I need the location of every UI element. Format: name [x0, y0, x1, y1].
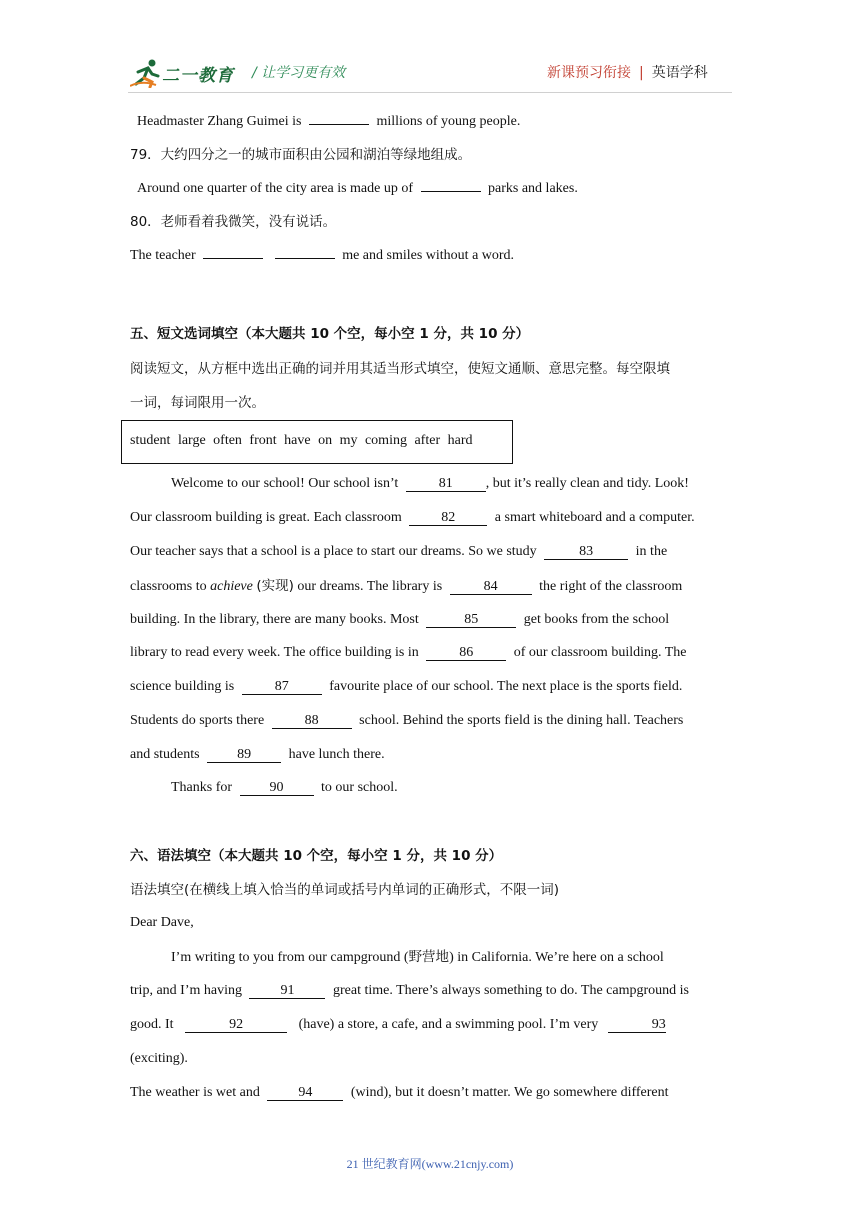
- letter-text: trip, and I’m having: [130, 983, 242, 998]
- letter-line-4: (exciting).: [130, 1051, 188, 1066]
- passage-text: school. Behind the sports field is the dining hall. Teachers: [359, 713, 684, 728]
- runner-icon: [130, 58, 162, 88]
- letter-greeting: Dear Dave,: [130, 915, 194, 930]
- header-separator: |: [639, 65, 644, 81]
- letter-text: good. It: [130, 1017, 174, 1032]
- passage-line-9: [130, 745, 385, 765]
- header-right: [547, 62, 708, 82]
- sentence-text: Headmaster Zhang Guimei is: [137, 114, 302, 129]
- letter-text: I’m writing to you from our campground (: [171, 950, 409, 965]
- passage-text: have lunch there.: [288, 747, 385, 762]
- passage-line-6: [130, 643, 687, 663]
- passage-text: of our classroom building. The: [513, 645, 687, 660]
- letter-text: (have) a store, a cafe, and a swimming pool. I’m very: [298, 1017, 599, 1032]
- letter-text: The weather is wet and: [130, 1085, 260, 1100]
- logo-text: 二一教育: [162, 66, 234, 86]
- passage-line-10: [171, 778, 398, 798]
- blank-82[interactable]: 82: [409, 510, 487, 526]
- letter-text: great time. There’s always something to do. The campground is: [332, 983, 689, 998]
- translation-line-79: [137, 179, 578, 199]
- passage-line-1: [171, 474, 689, 494]
- passage-text: Our classroom building is great. Each classroom: [130, 510, 402, 525]
- slogan: / 让学习更有效: [252, 65, 346, 81]
- question-80-chinese: 80．老师看着我微笑，没有说话。: [130, 214, 337, 230]
- translation-line-78: [137, 112, 520, 132]
- passage-text: Students do sports there: [130, 713, 265, 728]
- passage-line-2: [130, 508, 695, 528]
- letter-line-2: [130, 981, 689, 1001]
- sentence-text: Around one quarter of the city area is made up of: [137, 181, 414, 196]
- blank-93[interactable]: 93: [608, 1017, 666, 1033]
- passage-text: Welcome to our school! Our school isn’t: [171, 476, 399, 491]
- blank-91[interactable]: 91: [249, 983, 325, 999]
- passage-line-4: [130, 576, 682, 597]
- word-bank: student large often front have on my coming after hard: [130, 433, 473, 448]
- section-5-instruction-1: 阅读短文，从方框中选出正确的词并用其适当形式填空，使短文通顺、意思完整。每空限填: [130, 361, 670, 377]
- section-5-instruction-2: 一词，每词限用一次。: [130, 395, 265, 411]
- passage-line-3: [130, 542, 667, 562]
- letter-text: ) in California. We’re here on a school: [449, 950, 664, 965]
- blank-89[interactable]: 89: [207, 747, 281, 763]
- passage-text: classrooms to: [130, 579, 207, 594]
- blank-84[interactable]: 84: [450, 579, 532, 595]
- passage-text: library to read every week. The office building is in: [130, 645, 419, 660]
- passage-text: in the: [635, 544, 668, 559]
- passage-text: , but it’s really clean and tidy. Look!: [485, 476, 689, 491]
- section-6-instruction: 语法填空(在横线上填入恰当的单词或括号内单词的正确形式，不限一词): [130, 882, 560, 898]
- passage-text: get books from the school: [523, 612, 670, 627]
- passage-text: science building is: [130, 679, 235, 694]
- letter-line-1: [171, 947, 664, 968]
- blank-90[interactable]: 90: [240, 780, 314, 796]
- blank-86[interactable]: 86: [426, 645, 506, 661]
- question-79-chinese: 79．大约四分之一的城市面积由公园和湖泊等绿地组成。: [130, 147, 472, 163]
- word-bank-box: [121, 420, 513, 464]
- answer-blank[interactable]: [275, 258, 335, 259]
- passage-text: favourite place of our school. The next place is the sports field.: [329, 679, 683, 694]
- letter-gloss: 野营地: [408, 949, 450, 965]
- page-footer: 21 世纪教育网(www.21cnjy.com): [346, 1157, 514, 1171]
- sentence-text: millions of young people.: [376, 114, 521, 129]
- section-5-title: 五、短文选词填空（本大题共 10 个空，每小空 1 分，共 10 分）: [130, 326, 530, 342]
- passage-text: our dreams. The library is: [297, 579, 443, 594]
- passage-gloss: (实现): [256, 578, 294, 594]
- passage-emphasis: achieve: [210, 579, 253, 594]
- brand-logo: [130, 58, 242, 88]
- blank-83[interactable]: 83: [544, 544, 628, 560]
- blank-81[interactable]: 81: [406, 476, 486, 492]
- blank-92[interactable]: 92: [185, 1017, 287, 1033]
- blank-85[interactable]: 85: [426, 612, 516, 628]
- blank-94[interactable]: 94: [267, 1085, 343, 1101]
- header-divider: [128, 92, 732, 93]
- passage-text: building. In the library, there are many books. Most: [130, 612, 419, 627]
- passage-text: the right of the classroom: [539, 579, 683, 594]
- translation-line-80: [130, 246, 514, 266]
- header-course-label: 新课预习衔接: [547, 65, 631, 81]
- letter-line-5: [130, 1083, 669, 1103]
- passage-text: a smart whiteboard and a computer.: [494, 510, 695, 525]
- answer-blank[interactable]: [203, 258, 263, 259]
- passage-text: and students: [130, 747, 200, 762]
- sentence-text: parks and lakes.: [488, 181, 578, 196]
- sentence-text: me and smiles without a word.: [342, 248, 515, 263]
- sentence-text: The teacher: [130, 248, 196, 263]
- passage-text: Thanks for: [171, 780, 233, 795]
- letter-text: (wind), but it doesn’t matter. We go somewhere different: [350, 1085, 669, 1100]
- passage-line-8: [130, 711, 683, 731]
- letter-line-3: [130, 1015, 666, 1035]
- passage-line-7: [130, 677, 682, 697]
- answer-blank[interactable]: [309, 124, 369, 125]
- passage-line-5: [130, 610, 669, 630]
- blank-87[interactable]: 87: [242, 679, 322, 695]
- section-6-title: 六、语法填空（本大题共 10 个空，每小空 1 分，共 10 分）: [130, 848, 503, 864]
- passage-text: to our school.: [321, 780, 398, 795]
- answer-blank[interactable]: [421, 191, 481, 192]
- header-subject-label: 英语学科: [651, 65, 708, 81]
- blank-88[interactable]: 88: [272, 713, 352, 729]
- passage-text: Our teacher says that a school is a place to start our dreams. So we study: [130, 544, 537, 559]
